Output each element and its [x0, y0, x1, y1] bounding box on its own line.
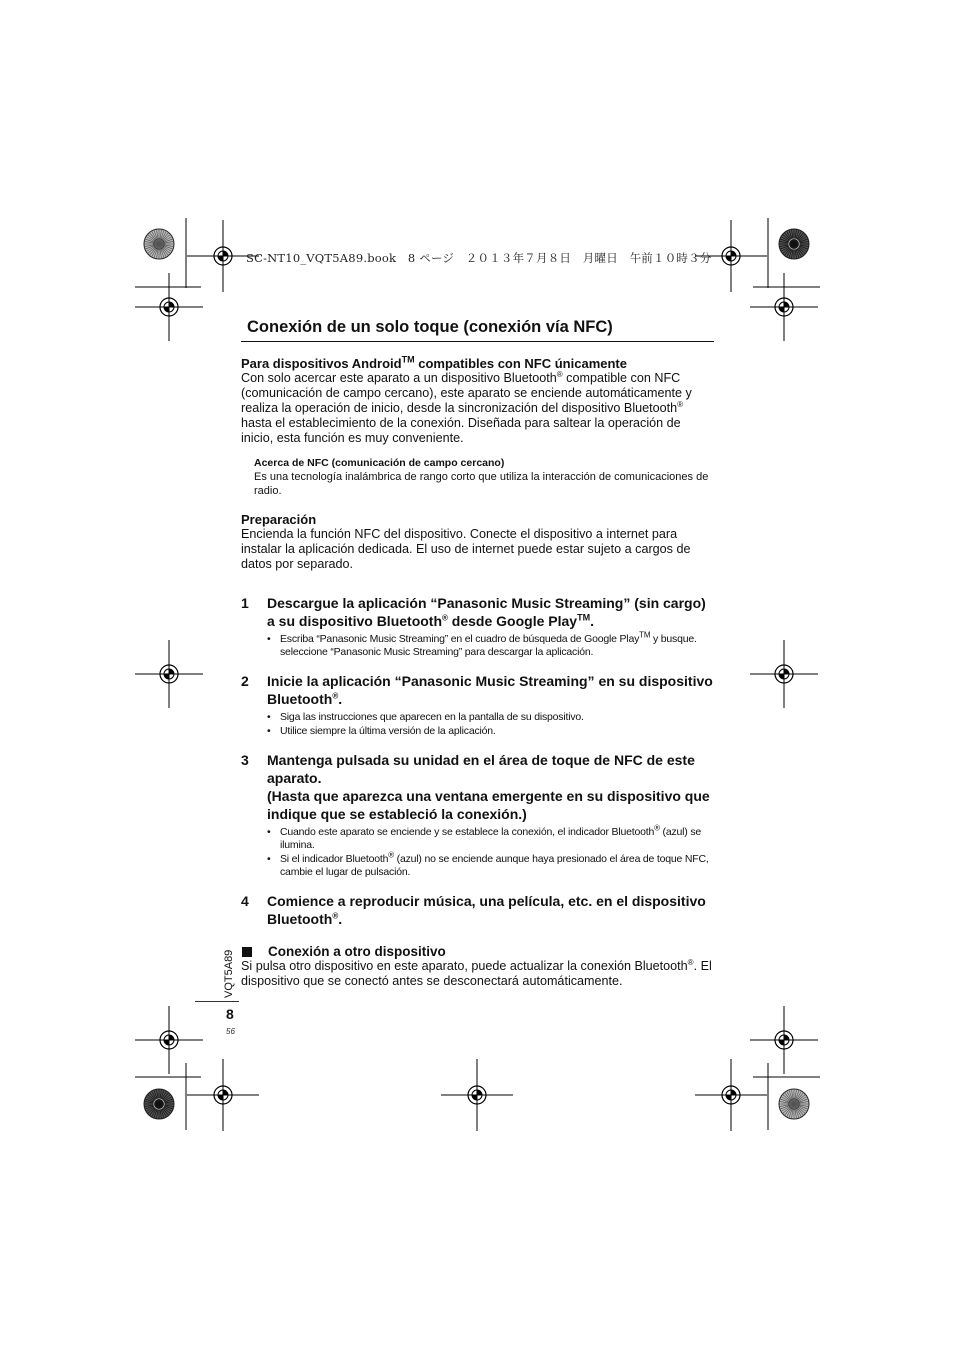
android-paragraph: Con solo acercar este aparato a un dispositivo Bluetooth® compatible con NFC (comunicación de campo cercano), este aparato se enciende automáticamente y realiza la operación de inicio, desde la sincronización del dispositivo Bluetooth® hasta el establecimiento de la conexión. Diseñada para saltear la operación de inicio, esta función es muy conveniente. [241, 369, 692, 445]
page-number-rule [195, 1001, 239, 1002]
step-instruction: Inicie la aplicación “Panasonic Music Streaming” en su dispositivo Bluetooth®. [267, 673, 713, 707]
other-device-heading-row [241, 944, 714, 959]
registration-mark [750, 273, 818, 341]
registration-mark [695, 1059, 767, 1131]
nfc-note-title: Acerca de NFC (comunicación de campo cercano) [254, 457, 505, 469]
registration-mark [135, 273, 203, 341]
note-item: • Si el indicador Bluetooth® (azul) no se enciende aunque haya presionado el área de toque NFC, cambie el lugar de pulsación. [267, 853, 714, 879]
step-1 [241, 594, 714, 660]
color-rosette [144, 1089, 174, 1119]
step-number: 2 [241, 673, 249, 689]
book-header-line: SC-NT10_VQT5A89.book 8 ページ ２０１３年７月８日 月曜日 午前１０時３分 [246, 251, 712, 265]
step-notes [267, 630, 714, 659]
step-3 [241, 751, 714, 880]
color-rosette [779, 229, 809, 259]
note-item: • Escriba “Panasonic Music Streaming” en el cuadro de búsqueda de Google Play™ y busque. seleccione “Panasonic Music Streaming” para descargar la aplicación. [267, 633, 714, 659]
model-code-vertical: VQT5A89 [223, 949, 235, 998]
square-bullet-icon [242, 947, 252, 957]
step-notes [267, 823, 714, 879]
page-content [241, 318, 714, 989]
step-instruction: Descargue la aplicación “Panasonic Music Streaming” (sin cargo) a su dispositivo Bluetooth® desde Google Play™. [267, 595, 706, 629]
note-item: • Cuando este aparato se enciende y se establece la conexión, el indicador Bluetooth® (azul) se ilumina. [267, 826, 714, 852]
preparation-section [241, 512, 714, 572]
nfc-note [254, 456, 714, 498]
step-instruction-note: (Hasta que aparezca una ventana emergente en su dispositivo que indique que se estableció la conexión.) [267, 788, 710, 822]
color-rosette [779, 1089, 809, 1119]
step-number: 4 [241, 893, 249, 909]
preparation-heading: Preparación [241, 512, 317, 527]
step-number: 1 [241, 595, 249, 611]
step-notes [267, 711, 714, 738]
note-item: • Utilice siempre la última versión de la aplicación. [267, 725, 714, 738]
step-number: 3 [241, 752, 249, 768]
page-number: 8 [226, 1006, 234, 1022]
nfc-note-text: Es una tecnología inalámbrica de rango corto que utiliza la interacción de comunicaciones de radio. [254, 471, 709, 497]
step-4 [241, 892, 714, 928]
color-rosette [144, 229, 174, 259]
preparation-text: Encienda la función NFC del dispositivo. Conecte el dispositivo a internet para instalar la aplicación dedicada. El uso de internet puede estar sujeto a cargos de datos por separado. [241, 527, 691, 571]
page-title: Conexión de un solo toque (conexión vía NFC) [241, 318, 714, 342]
other-device-text: Si pulsa otro dispositivo en este aparato, puede actualizar la conexión Bluetooth®. El dispositivo que se conectó antes se desconectará automáticamente. [241, 957, 712, 988]
sequence-number: 56 [226, 1027, 235, 1036]
registration-mark [750, 1006, 818, 1074]
registration-mark [750, 640, 818, 708]
registration-mark [135, 640, 203, 708]
other-device-heading: Conexión a otro dispositivo [268, 944, 446, 959]
note-item: • Siga las instrucciones que aparecen en la pantalla de su dispositivo. [267, 711, 714, 724]
step-2 [241, 672, 714, 739]
step-instruction: Comience a reproducir música, una película, etc. en el dispositivo Bluetooth®. [267, 893, 706, 927]
step-instruction: Mantenga pulsada su unidad en el área de toque de NFC de este aparato. [267, 752, 695, 786]
android-heading: Para dispositivos Android™ compatibles con NFC únicamente [241, 354, 627, 371]
registration-mark [135, 1006, 203, 1074]
registration-mark [187, 1059, 259, 1131]
